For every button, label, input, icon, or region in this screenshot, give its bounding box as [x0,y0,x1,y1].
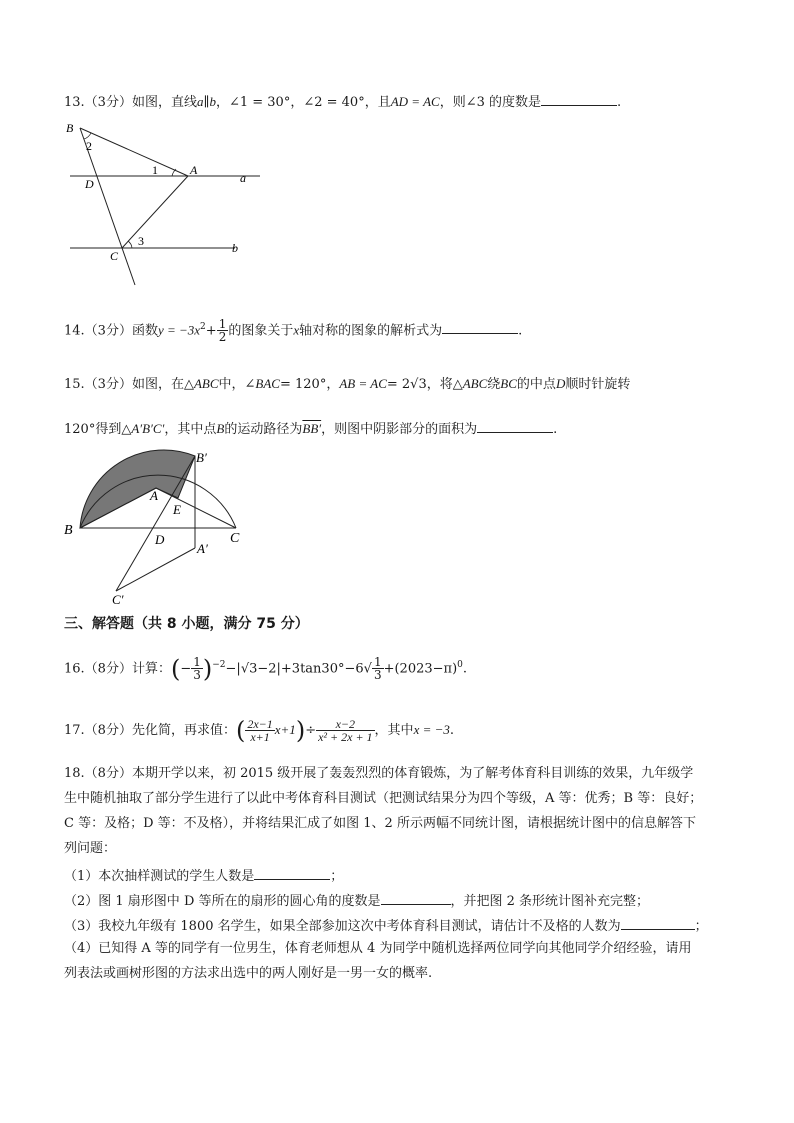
q18-sub1: （1）本次抽样测试的学生人数是 ； [64,865,343,886]
q18-line2: 生中随机抽取了部分学生进行了以此中考体育科目测试（把测试结果分为四个等级，A 等：优秀；B 等：良好； [64,791,703,806]
section-3-heading: 三、解答题（共 8 小题，满分 75 分） [64,616,309,632]
label-E: E [173,502,181,517]
line-ac [122,176,188,248]
q17-text: 17.（8分）先化简，再求值：( $\frac{2x-1}{x+1}$ x+1)÷ $\frac{x-2}{\text{x² + 2x + 1}}$ ，其中x = −3. [64,716,455,745]
angle3-arc [128,241,132,248]
label-C: C [230,531,240,546]
label-B: B [66,121,74,135]
q14-text-end: 轴对称的图象的解析式为 [299,323,443,339]
q15-answer-blank[interactable] [477,418,553,433]
q13-angles: ，∠1 = 30°，∠2 = 40°，且 [215,95,391,110]
q14-fraction: $\frac{1}{2}$ [218,317,227,345]
q13-condition: AD = AC [390,94,440,109]
q13-figure [60,118,260,288]
q14-x: x [293,322,300,338]
q18-sub4a: （4）已知得 A 等的同学有一位男生，体育老师想从 4 为同学中随机选择两位同学向其他同学介绍经验，请用 [64,941,692,956]
label-A-prime: A′ [197,541,208,556]
q18-line4: 列问题： [64,841,117,856]
q14-plus: + [205,323,217,339]
q18-line3: C 等：及格；D 等：不及格），并将结果汇成了如图 1、2 所示两幅不同统计图，请根据统计图中的信息解答下 [64,816,696,831]
q13-text [64,91,621,112]
q14-answer-blank[interactable] [442,319,518,334]
label-D: D [155,532,165,547]
q15-figure [60,448,260,608]
q13-number: 13.（3分）如图，直线 [64,95,197,110]
q13-line-a: a [196,94,204,109]
q13-ask: ，则∠3 的度数是 [439,95,541,110]
q18-line1: 18.（8分）本期开学以来，初 2015 级开展了轰轰烈烈的体育锻炼，为了解考体育科目训练的效果，九年级学 [64,766,694,781]
label-3: 3 [138,234,144,248]
label-C: C [110,249,119,263]
q13-line-b: b [209,94,216,109]
label-A: A [190,163,198,177]
line-ba [80,128,188,176]
q15-line1: 15.（3分）如图，在△ABC中，∠BAC= 120°，AB = AC= 2√3，将△ABC绕BC的中点D顺时针旋转 [64,376,631,392]
label-2: 2 [86,139,92,153]
q14-text [64,318,522,343]
q18-sub2: （2）图 1 扇形图中 D 等所在的扇形的圆心角的度数是 ，并把图 2 条形统计图补充完整； [64,890,649,911]
label-C-prime: C′ [112,592,124,607]
q13-end: . [616,95,622,110]
q15-line2: 120°得到△A′B′C′，其中点B的运动路径为BB′，则图中阴影部分的面积为 . [64,418,557,439]
label-D: D [85,177,94,191]
q18-sub2-blank[interactable] [381,890,451,905]
segment-ac [156,488,236,528]
q14-sup: 2 [200,322,206,332]
q14-end: . [518,323,523,339]
label-A: A [150,488,158,503]
q15-arc-label: BB′ [302,421,322,436]
label-a: a [240,171,246,185]
label-B: B [64,523,73,538]
q18-sub3: （3）我校九年级有 1800 名学生，如果全部参加这次中考体育科目测试，请估计不及格的人数为 ； [64,915,708,936]
label-B-prime: B′ [196,450,207,465]
q18-sub3-blank[interactable] [621,915,695,930]
q14-expr: y = −3x [157,322,201,338]
label-1: 1 [152,163,158,177]
q18-sub4b: 列表法或画树形图的方法求出选中的两人刚好是一男一女的概率. [64,966,433,981]
q16-text: 16.（8分）计算：(− $\frac{1}{3}$ )$^{-2}$−|√3−2|+3tan30°−6√ $\frac{1}{3}$ $+(2023-\pi)^0$. [64,654,468,683]
q13-parallel: ∥ [203,95,210,110]
q13-answer-blank[interactable] [541,91,617,106]
q18-sub1-blank[interactable] [254,865,330,880]
label-b: b [232,241,238,255]
segment-c2a2 [116,548,195,591]
q14-number: 14.（3分）函数 [64,323,158,339]
q14-text-mid: 的图象关于 [228,323,294,339]
